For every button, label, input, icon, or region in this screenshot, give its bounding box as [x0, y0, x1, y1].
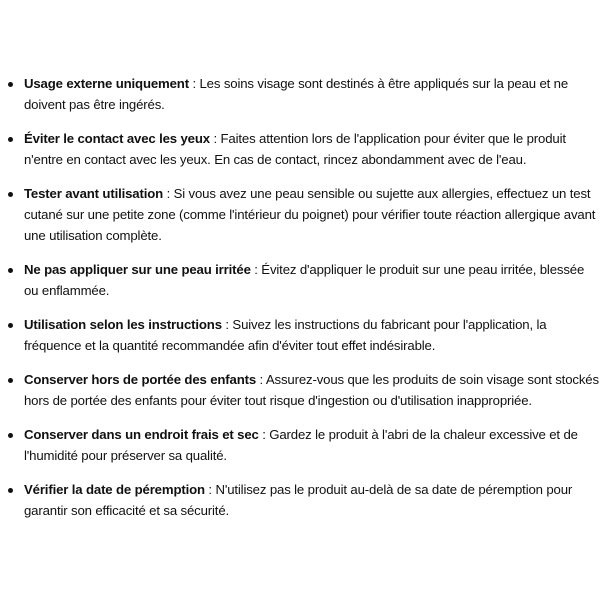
- tip-title: Utilisation selon les instructions: [24, 317, 222, 332]
- list-item: [0, 314, 601, 356]
- tip-title: Conserver hors de portée des enfants: [24, 372, 257, 387]
- tip-text: : Faites attention lors de l'application pour éviter que le produit n'entre en contact avec les yeux. En cas de contact, rincez abondamment avec de l'eau.: [24, 131, 566, 167]
- tip-text: : Suivez les instructions du fabricant pour l'application, la fréquence et la quantité recommandée afin d'éviter tout effet indésirable.: [24, 317, 547, 353]
- bullet-icon: [8, 323, 13, 328]
- tip-title: Vérifier la date de péremption: [24, 482, 205, 497]
- bullet-icon: [8, 82, 13, 87]
- list-item: [0, 369, 601, 411]
- tip-text: : Assurez-vous que les produits de soin visage sont stockés hors de portée des enfants pour éviter tout risque d'ingestion ou d'utilisation inappropriée.: [24, 372, 599, 408]
- bullet-icon: [8, 488, 13, 493]
- bullet-icon: [8, 192, 13, 197]
- tip-text: : Évitez d'appliquer le produit sur une peau irritée, blessée ou enflammée.: [24, 262, 585, 298]
- list-item: [0, 424, 601, 466]
- bullet-icon: [8, 378, 13, 383]
- list-item: [0, 479, 601, 521]
- tip-title: Conserver dans un endroit frais et sec: [24, 427, 259, 442]
- tip-text: : Les soins visage sont destinés à être appliqués sur la peau et ne doivent pas être ingérés.: [24, 76, 569, 112]
- bullet-icon: [8, 433, 13, 438]
- list-item: [0, 73, 601, 115]
- bullet-icon: [8, 137, 13, 142]
- list-item: [0, 259, 601, 301]
- tip-title: Éviter le contact avec les yeux: [24, 131, 210, 146]
- tip-title: Tester avant utilisation: [24, 186, 164, 201]
- tip-title: Ne pas appliquer sur une peau irritée: [24, 262, 251, 277]
- tip-text: : Gardez le produit à l'abri de la chaleur excessive et de l'humidité pour préserver sa qualité.: [24, 427, 578, 463]
- bullet-icon: [8, 268, 13, 273]
- tip-text: : N'utilisez pas le produit au-delà de sa date de péremption pour garantir son efficacité et sa sécurité.: [24, 482, 573, 518]
- list-item: [0, 183, 601, 246]
- tip-text: : Si vous avez une peau sensible ou sujette aux allergies, effectuez un test cutané sur une petite zone (comme l'intérieur du poignet) pour vérifier toute réaction allergique avant une utilisation complète.: [24, 186, 596, 243]
- document-body: [0, 73, 601, 534]
- safety-tips-list: [0, 73, 601, 521]
- list-item: [0, 128, 601, 170]
- tip-title: Usage externe uniquement: [24, 76, 189, 91]
